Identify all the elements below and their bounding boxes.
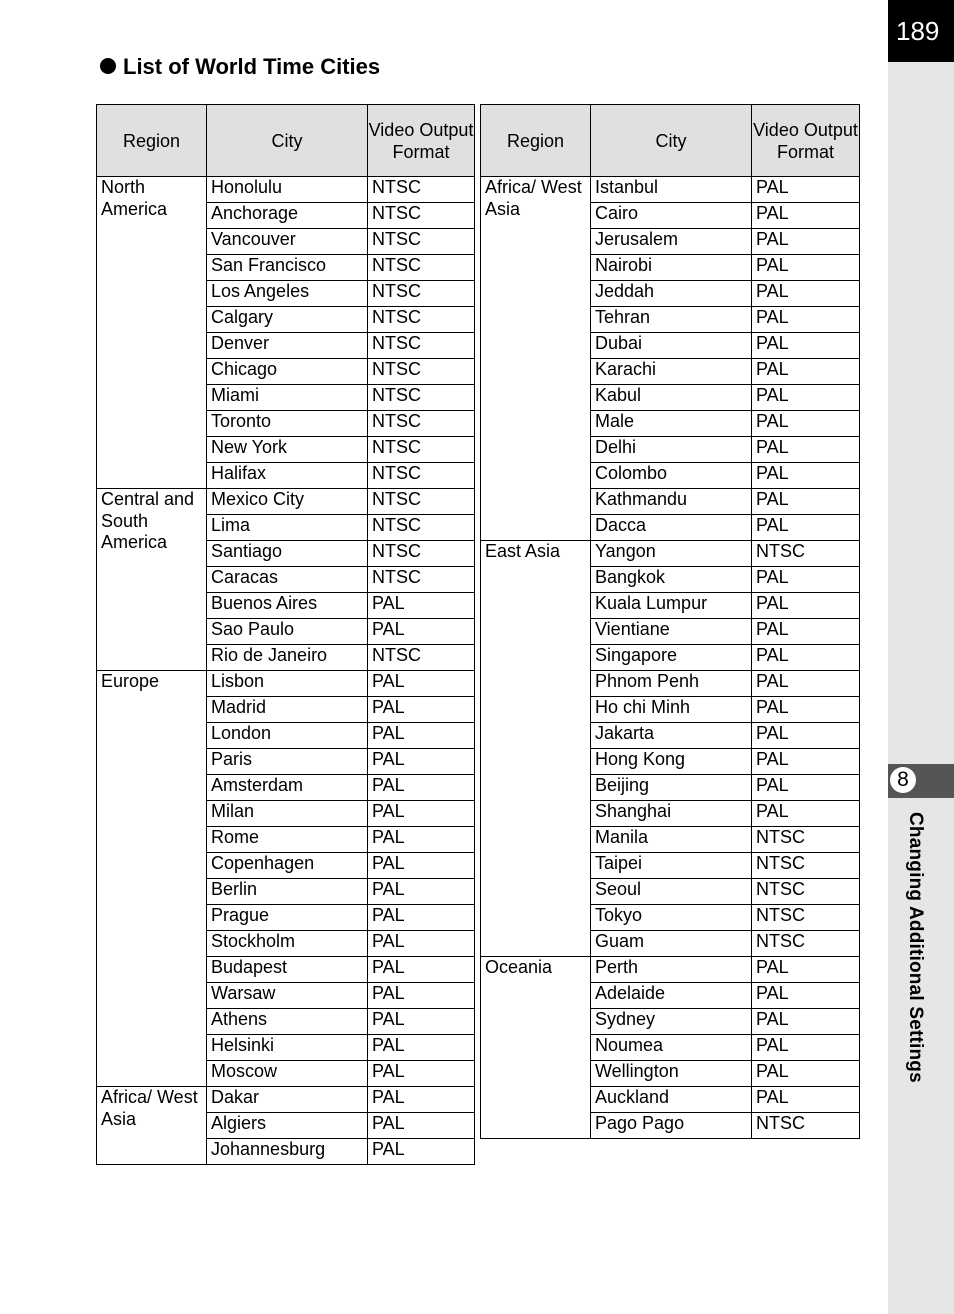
city-cell: Manila	[591, 827, 752, 853]
city-cell: Karachi	[591, 359, 752, 385]
city-cell: Yangon	[591, 541, 752, 567]
city-cell: Rome	[207, 827, 368, 853]
city-cell: Phnom Penh	[591, 671, 752, 697]
city-cell: Denver	[207, 333, 368, 359]
region-cell: Africa/ West Asia	[97, 1087, 207, 1165]
format-cell: PAL	[368, 1061, 475, 1087]
heading-text: List of World Time Cities	[123, 54, 381, 79]
format-cell: NTSC	[752, 853, 860, 879]
city-cell: Dakar	[207, 1087, 368, 1113]
format-cell: PAL	[752, 801, 860, 827]
header-region: Region	[481, 105, 591, 177]
format-cell: PAL	[368, 853, 475, 879]
city-cell: Lima	[207, 515, 368, 541]
city-cell: Stockholm	[207, 931, 368, 957]
city-cell: Singapore	[591, 645, 752, 671]
header-region: Region	[97, 105, 207, 177]
format-cell: PAL	[752, 203, 860, 229]
city-cell: Adelaide	[591, 983, 752, 1009]
format-cell: NTSC	[368, 203, 475, 229]
city-cell: Toronto	[207, 411, 368, 437]
city-cell: Chicago	[207, 359, 368, 385]
format-cell: PAL	[752, 1035, 860, 1061]
city-cell: Amsterdam	[207, 775, 368, 801]
city-cell: Jeddah	[591, 281, 752, 307]
city-table-left	[96, 104, 475, 1165]
format-cell: NTSC	[752, 1113, 860, 1139]
format-cell: PAL	[368, 697, 475, 723]
city-cell: Lisbon	[207, 671, 368, 697]
region-cell: Oceania	[481, 957, 591, 1139]
city-cell: Kuala Lumpur	[591, 593, 752, 619]
city-cell: Madrid	[207, 697, 368, 723]
format-cell: PAL	[752, 489, 860, 515]
city-cell: Guam	[591, 931, 752, 957]
format-cell: PAL	[752, 645, 860, 671]
city-cell: Sao Paulo	[207, 619, 368, 645]
table-row	[97, 1087, 475, 1113]
format-cell: NTSC	[368, 359, 475, 385]
city-cell: Dacca	[591, 515, 752, 541]
city-cell: Tehran	[591, 307, 752, 333]
city-cell: Los Angeles	[207, 281, 368, 307]
format-cell: NTSC	[368, 567, 475, 593]
city-cell: Caracas	[207, 567, 368, 593]
table-row	[481, 957, 860, 983]
city-cell: Moscow	[207, 1061, 368, 1087]
city-cell: Delhi	[591, 437, 752, 463]
format-cell: PAL	[752, 1061, 860, 1087]
format-cell: NTSC	[368, 411, 475, 437]
city-cell: Colombo	[591, 463, 752, 489]
city-cell: Kabul	[591, 385, 752, 411]
city-cell: Copenhagen	[207, 853, 368, 879]
city-cell: Calgary	[207, 307, 368, 333]
format-cell: NTSC	[368, 489, 475, 515]
format-cell: PAL	[752, 281, 860, 307]
city-cell: Buenos Aires	[207, 593, 368, 619]
city-cell: Vancouver	[207, 229, 368, 255]
city-cell: Prague	[207, 905, 368, 931]
format-cell: NTSC	[368, 541, 475, 567]
format-cell: PAL	[368, 749, 475, 775]
format-cell: PAL	[368, 1035, 475, 1061]
format-cell: NTSC	[368, 307, 475, 333]
format-cell: PAL	[752, 671, 860, 697]
format-cell: PAL	[368, 983, 475, 1009]
format-cell: PAL	[368, 879, 475, 905]
format-cell: NTSC	[368, 515, 475, 541]
format-cell: PAL	[752, 463, 860, 489]
city-cell: Paris	[207, 749, 368, 775]
bullet-icon	[100, 58, 116, 74]
format-cell: NTSC	[368, 463, 475, 489]
city-cell: Vientiane	[591, 619, 752, 645]
city-cell: Kathmandu	[591, 489, 752, 515]
format-cell: NTSC	[752, 541, 860, 567]
table-row	[97, 489, 475, 515]
format-cell: PAL	[368, 801, 475, 827]
format-cell: PAL	[368, 671, 475, 697]
header-format: Video Output Format	[368, 105, 475, 177]
format-cell: PAL	[368, 905, 475, 931]
format-cell: PAL	[752, 515, 860, 541]
city-cell: Honolulu	[207, 177, 368, 203]
region-cell: East Asia	[481, 541, 591, 957]
format-cell: PAL	[752, 307, 860, 333]
city-cell: Warsaw	[207, 983, 368, 1009]
format-cell: PAL	[752, 957, 860, 983]
chapter-number: 8	[890, 767, 916, 793]
format-cell: PAL	[752, 229, 860, 255]
table-row	[97, 671, 475, 697]
format-cell: PAL	[368, 723, 475, 749]
city-cell: Jerusalem	[591, 229, 752, 255]
city-cell: New York	[207, 437, 368, 463]
city-cell: Helsinki	[207, 1035, 368, 1061]
city-cell: Tokyo	[591, 905, 752, 931]
format-cell: PAL	[752, 437, 860, 463]
format-cell: PAL	[752, 385, 860, 411]
city-cell: Cairo	[591, 203, 752, 229]
format-cell: PAL	[752, 775, 860, 801]
region-cell: Europe	[97, 671, 207, 1087]
header-city: City	[591, 105, 752, 177]
format-cell: NTSC	[368, 437, 475, 463]
format-cell: NTSC	[752, 905, 860, 931]
page-number: 189	[888, 0, 954, 62]
format-cell: PAL	[368, 1113, 475, 1139]
city-cell: Athens	[207, 1009, 368, 1035]
city-cell: Budapest	[207, 957, 368, 983]
table-row	[97, 177, 475, 203]
city-cell: Anchorage	[207, 203, 368, 229]
city-cell: Shanghai	[591, 801, 752, 827]
region-cell: Africa/ West Asia	[481, 177, 591, 541]
city-cell: Berlin	[207, 879, 368, 905]
format-cell: PAL	[368, 1009, 475, 1035]
format-cell: PAL	[368, 775, 475, 801]
format-cell: PAL	[752, 411, 860, 437]
format-cell: PAL	[752, 749, 860, 775]
format-cell: PAL	[752, 177, 860, 203]
city-cell: London	[207, 723, 368, 749]
city-cell: Halifax	[207, 463, 368, 489]
city-cell: Nairobi	[591, 255, 752, 281]
format-cell: PAL	[368, 619, 475, 645]
city-cell: Milan	[207, 801, 368, 827]
city-cell: Auckland	[591, 1087, 752, 1113]
city-cell: Johannesburg	[207, 1139, 368, 1165]
format-cell: PAL	[752, 359, 860, 385]
city-cell: Santiago	[207, 541, 368, 567]
city-cell: Bangkok	[591, 567, 752, 593]
format-cell: NTSC	[368, 229, 475, 255]
city-cell: Hong Kong	[591, 749, 752, 775]
format-cell: NTSC	[368, 281, 475, 307]
side-bar	[888, 0, 954, 1314]
format-cell: PAL	[752, 567, 860, 593]
format-cell: NTSC	[368, 255, 475, 281]
format-cell: PAL	[368, 593, 475, 619]
table-header-row	[97, 105, 475, 177]
city-cell: Wellington	[591, 1061, 752, 1087]
format-cell: NTSC	[752, 879, 860, 905]
format-cell: PAL	[752, 1087, 860, 1113]
format-cell: NTSC	[368, 333, 475, 359]
city-cell: San Francisco	[207, 255, 368, 281]
region-cell: Central and South America	[97, 489, 207, 671]
header-city: City	[207, 105, 368, 177]
city-cell: Rio de Janeiro	[207, 645, 368, 671]
city-cell: Dubai	[591, 333, 752, 359]
format-cell: PAL	[752, 333, 860, 359]
city-cell: Beijing	[591, 775, 752, 801]
format-cell: PAL	[752, 619, 860, 645]
city-cell: Algiers	[207, 1113, 368, 1139]
table-header-row	[481, 105, 860, 177]
format-cell: PAL	[368, 1139, 475, 1165]
city-cell: Istanbul	[591, 177, 752, 203]
city-cell: Ho chi Minh	[591, 697, 752, 723]
city-cell: Sydney	[591, 1009, 752, 1035]
format-cell: PAL	[368, 827, 475, 853]
city-cell: Pago Pago	[591, 1113, 752, 1139]
table-row	[481, 177, 860, 203]
city-cell: Taipei	[591, 853, 752, 879]
format-cell: PAL	[752, 1009, 860, 1035]
format-cell: PAL	[752, 593, 860, 619]
format-cell: NTSC	[368, 645, 475, 671]
city-cell: Seoul	[591, 879, 752, 905]
format-cell: PAL	[752, 697, 860, 723]
format-cell: PAL	[752, 983, 860, 1009]
format-cell: NTSC	[752, 931, 860, 957]
table-row	[481, 541, 860, 567]
format-cell: NTSC	[368, 177, 475, 203]
city-cell: Noumea	[591, 1035, 752, 1061]
format-cell: PAL	[368, 957, 475, 983]
city-cell: Jakarta	[591, 723, 752, 749]
city-cell: Mexico City	[207, 489, 368, 515]
region-cell: North America	[97, 177, 207, 489]
format-cell: PAL	[752, 723, 860, 749]
city-cell: Male	[591, 411, 752, 437]
chapter-title: Changing Additional Settings	[905, 812, 926, 1083]
city-table-right	[480, 104, 860, 1139]
section-heading	[100, 54, 380, 80]
format-cell: PAL	[368, 931, 475, 957]
city-cell: Miami	[207, 385, 368, 411]
format-cell: PAL	[368, 1087, 475, 1113]
format-cell: NTSC	[752, 827, 860, 853]
city-cell: Perth	[591, 957, 752, 983]
format-cell: NTSC	[368, 385, 475, 411]
format-cell: PAL	[752, 255, 860, 281]
header-format: Video Output Format	[752, 105, 860, 177]
